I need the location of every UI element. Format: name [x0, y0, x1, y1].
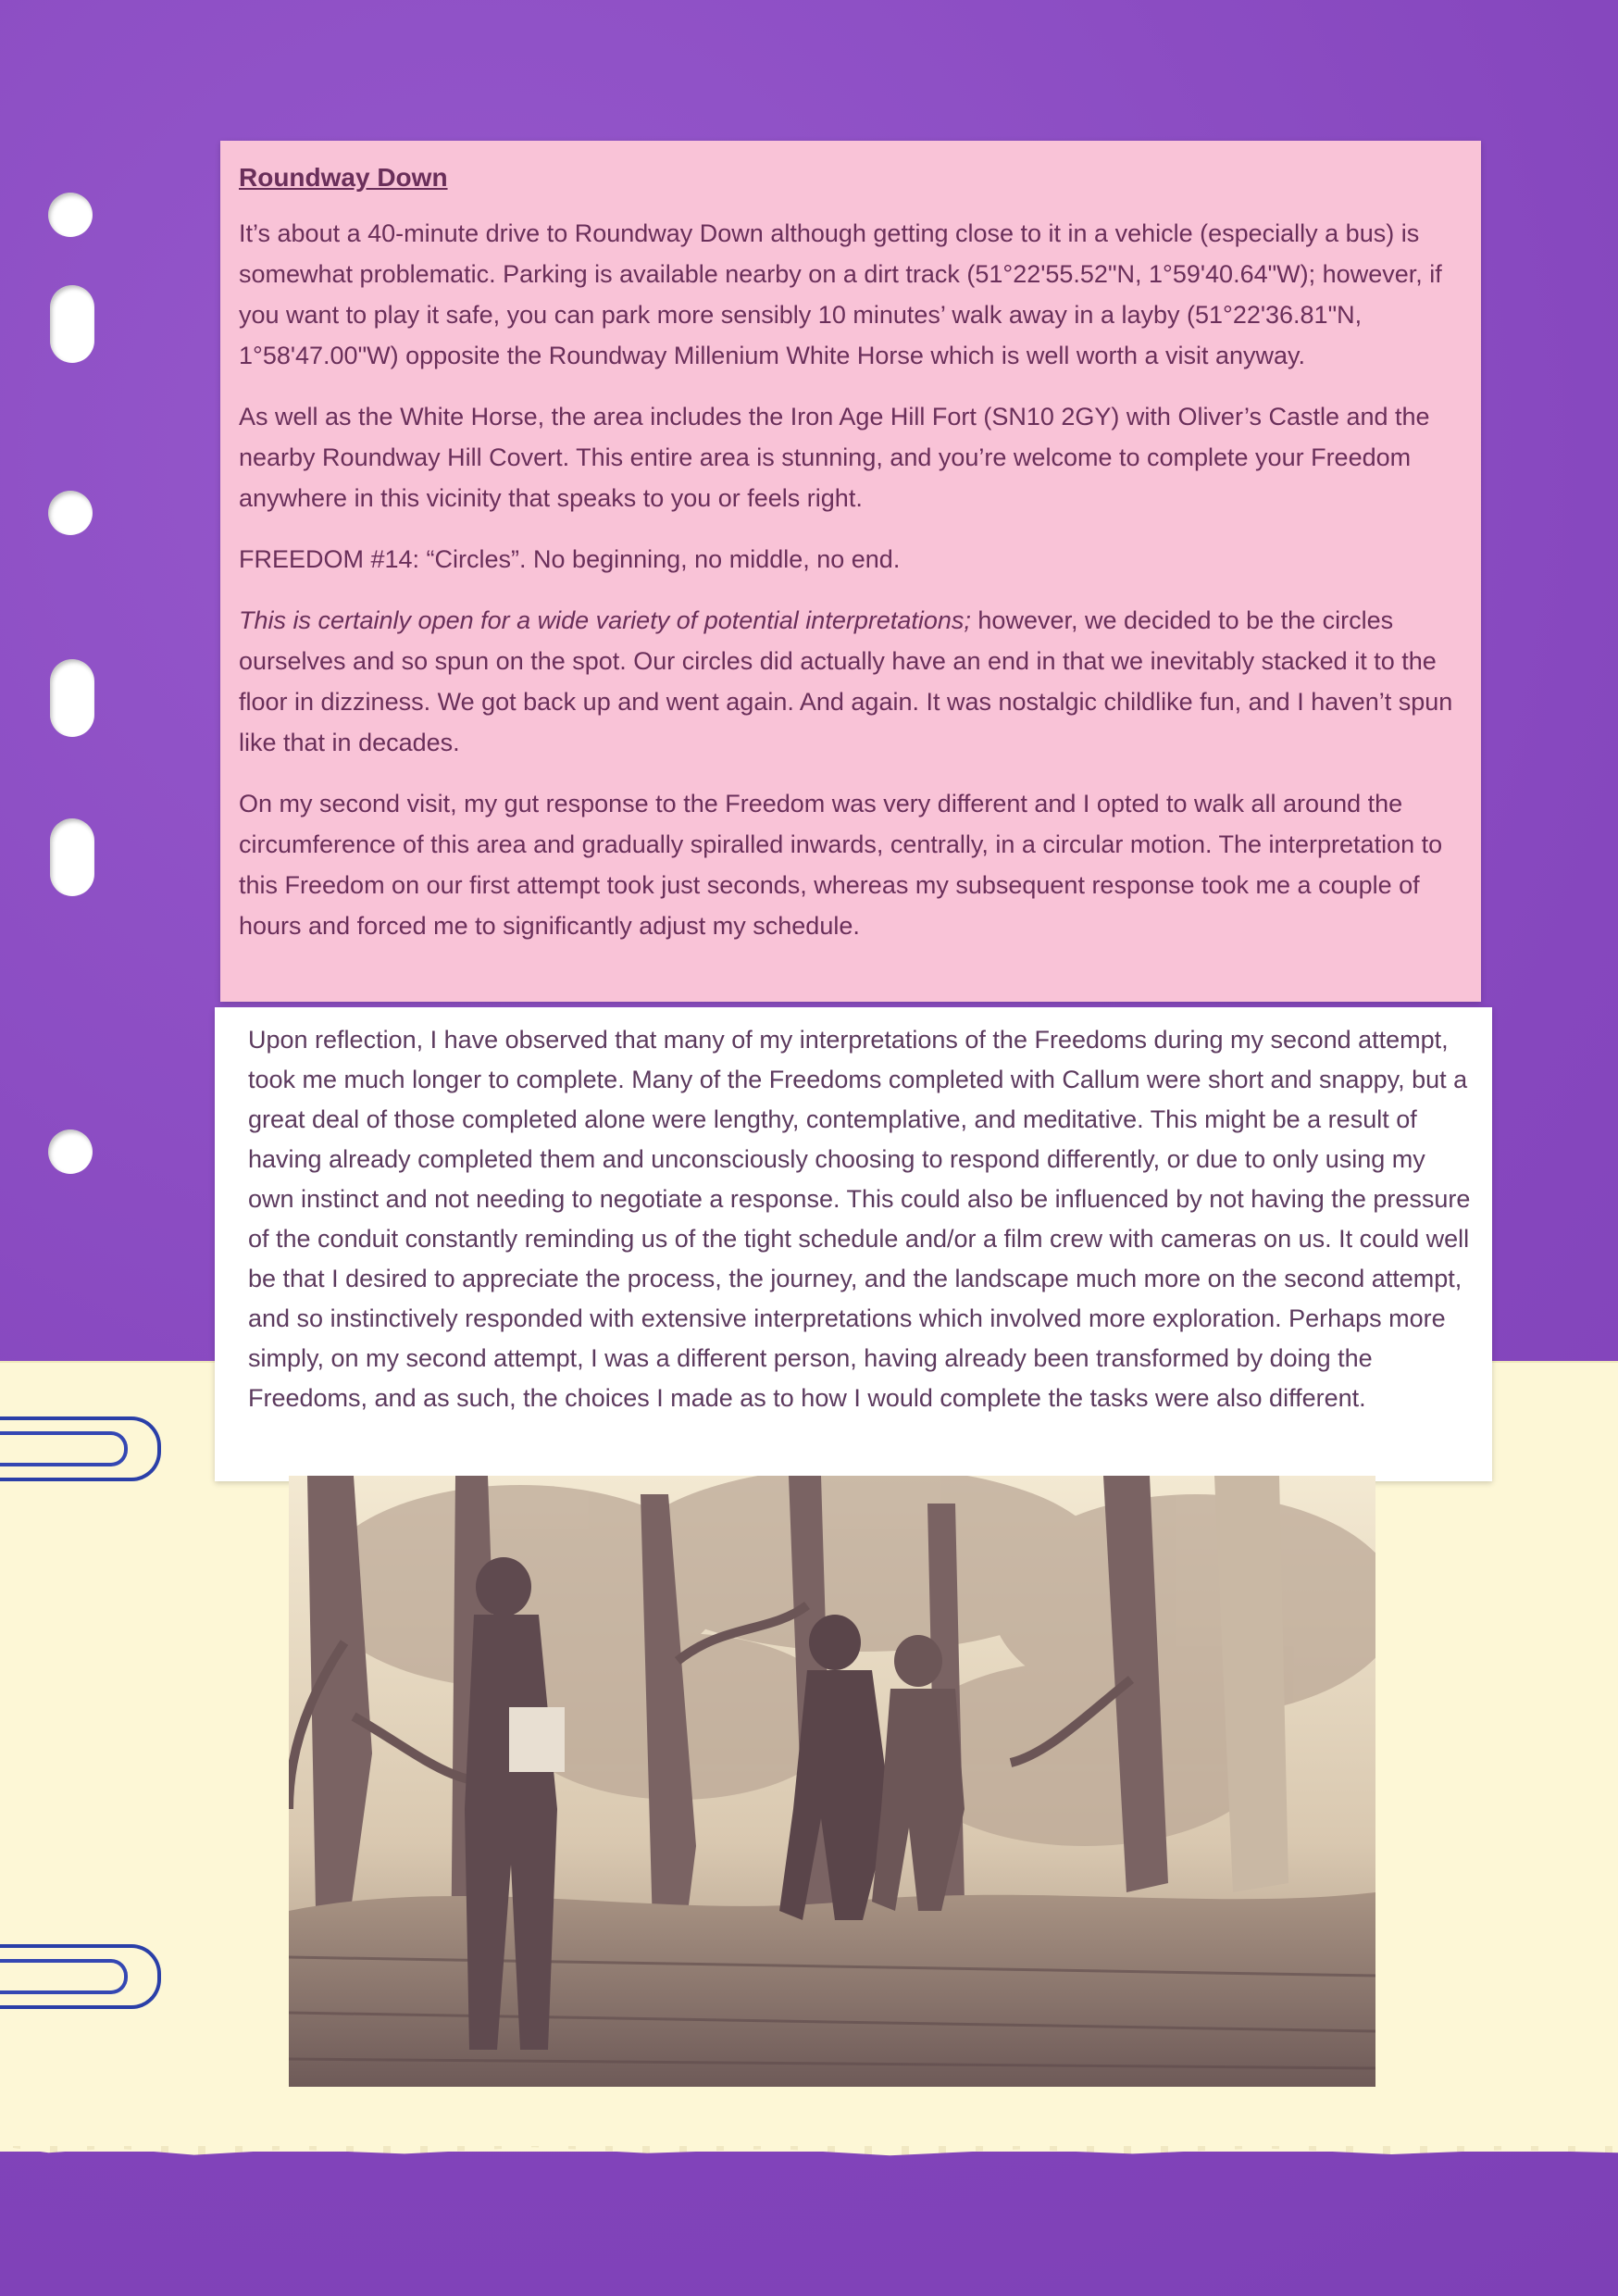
note-title: Roundway Down	[239, 163, 448, 192]
interpretation-rest: however, we decided to be the circles ourselves and so spun on the spot. Our circles did actually have an end in that we inevitably stacked it to the floor in dizziness. We got back up and went again. And again. It was nostalgic childlike fun, and I haven’t spun like that in decades.	[239, 606, 1453, 756]
paragraph-freedom: FREEDOM #14: “Circles”. No beginning, no middle, no end.	[239, 545, 901, 573]
punch-hole-icon	[50, 818, 94, 896]
white-note	[215, 1007, 1492, 1481]
paperclip-icon	[0, 1944, 161, 2009]
paragraph-interpretation	[239, 600, 1461, 763]
pink-note	[220, 141, 1481, 1002]
paragraph-area: As well as the White Horse, the area includes the Iron Age Hill Fort (SN10 2GY) with Oliver’s Castle and the nearby Roundway Hill Covert. This entire area is stunning, and you’re welcome to complete your Freedom anywhere in this vicinity that speaks to you or feels right.	[239, 403, 1430, 512]
punch-hole-icon	[48, 491, 93, 535]
punch-hole-icon	[48, 193, 93, 237]
paragraph-second-visit: On my second visit, my gut response to the Freedom was very different and I opted to walk all around the circumference of this area and gradually spiralled inwards, centrally, in a circular motion. The interpretation to this Freedom on our first attempt took just seconds, whereas my subsequent response took me a couple of hours and forced me to significantly adjust my schedule.	[239, 790, 1443, 940]
paragraph-reflection: Upon reflection, I have observed that many of my interpretations of the Freedoms during my second attempt, took me much longer to complete. Many of the Freedoms completed with Callum were short and snappy, but a great deal of those completed alone were lengthy, contemplative, and meditative. This might be a result of having already completed them and unconsciously choosing to respond differently, or due to only using my own instinct and not needing to negotiate a response. This could also be influenced by not having the pressure of the conduit constantly reminding us of the tight schedule and/or a film crew with cameras on us. It could well be that I desired to appreciate the process, the journey, and the landscape much more on the second attempt, and so instinctively responded with extensive interpretations which involved more exploration. Perhaps more simply, on my second attempt, I was a different person, having already been transformed by doing the Freedoms, and as such, the choices I made as to how I would complete the tasks were also different.	[248, 1026, 1471, 1412]
italic-lead: This is certainly open for a wide variety of potential interpretations;	[239, 606, 971, 634]
paperclip-icon	[0, 1416, 161, 1481]
paragraph-parking: It’s about a 40-minute drive to Roundway Down although getting close to it in a vehicle (especially a bus) is somewhat problematic. Parking is available nearby on a dirt track (51°22'55.52"N, 1°59'40.64"W); however, if you want to play it safe, you can park more sensibly 10 minutes’ walk away in a layby (51°22'36.81"N, 1°58'47.00"W) opposite the Roundway Millenium White Horse which is well worth a visit anyway.	[239, 219, 1442, 369]
photo-illustration	[289, 1476, 1375, 2087]
punch-hole-icon	[50, 285, 94, 363]
forest-photo	[289, 1476, 1375, 2087]
punch-hole-icon	[48, 1129, 93, 1174]
punch-hole-icon	[50, 659, 94, 737]
